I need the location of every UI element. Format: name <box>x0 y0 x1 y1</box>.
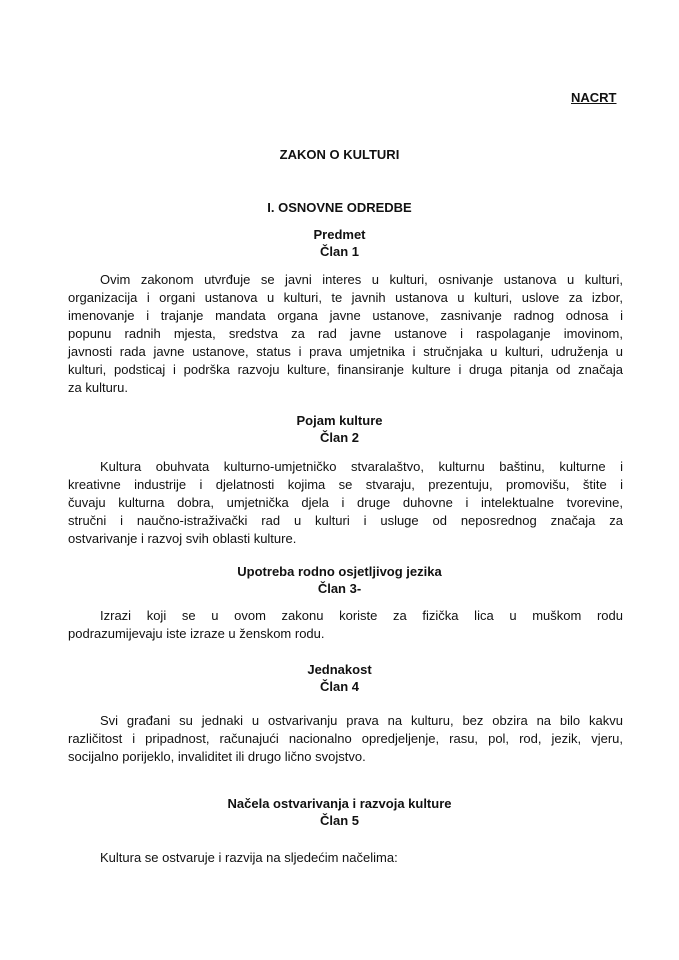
article-paragraph <box>68 849 623 867</box>
article-number: Član 2 <box>319 430 359 445</box>
article-number: Član 1 <box>319 244 359 259</box>
article-heading <box>0 226 679 260</box>
paragraph-line: Izrazi koji se u ovom zakonu koriste za fizička lica u muškom rodu <box>100 608 623 623</box>
article-heading <box>0 412 679 446</box>
draft-label: NACRT <box>571 90 617 105</box>
paragraph-line: Ovim zakonom utvrđuje se javni interes u kulturi, osnivanje ustanova u kulturi, <box>100 272 623 287</box>
paragraph-line: kreativne industrije i djelatnosti kojima se stvaraju, prezentuju, promovišu, štite i <box>68 477 623 492</box>
article-paragraph <box>68 607 623 643</box>
paragraph-line: Kultura se ostvaruje i razvija na sljedećim načelima: <box>100 850 398 865</box>
article-title: Upotreba rodno osjetljivog jezika <box>237 564 442 579</box>
article-number: Član 4 <box>319 679 359 694</box>
paragraph-line: Svi građani su jednaki u ostvarivanju prava na kulturu, bez obzira na bilo kakvu <box>100 713 623 728</box>
paragraph-line: socijalno porijeklo, invaliditet ili drugo lično svojstvo. <box>68 749 366 764</box>
paragraph-line: čuvaju kulturna dobra, umjetnička djela i druge duhovne i intelektualne tvorevine, <box>68 495 623 510</box>
article-number: Član 3- <box>317 581 362 596</box>
article-title: Jednakost <box>307 662 372 677</box>
article-heading <box>0 661 679 695</box>
paragraph-line: kulturi, podsticaj i podrška razvoju kulture, finansiranje kulture i druga pitanja od značaja <box>68 362 623 377</box>
chapter-heading: I. OSNOVNE ODREDBE <box>267 200 412 215</box>
paragraph-line: organizacija i organi ustanova u kulturi, te javnih ustanova u kulturi, uslove za izbor, <box>68 290 623 305</box>
article-heading <box>0 795 679 829</box>
paragraph-line: stručni i naučno-istraživački rad u kulturi i usluge od neposrednog značaja za <box>68 513 623 528</box>
paragraph-line: za kulturu. <box>68 380 128 395</box>
paragraph-line: različitost i pripadnost, računajući nacionalno opredjeljenje, rasu, pol, rod, jezik, vjeru, <box>68 731 623 746</box>
article-number: Član 5 <box>319 813 359 828</box>
article-paragraph <box>68 712 623 766</box>
law-title: ZAKON O KULTURI <box>279 147 400 162</box>
paragraph-line: Kultura obuhvata kulturno-umjetničko stvaralaštvo, kulturnu baštinu, kulturne i <box>100 459 623 474</box>
article-title: Pojam kulture <box>296 413 383 428</box>
paragraph-line: imenovanje i trajanje mandata organa javne ustanove, zasnivanje radnog odnosa i <box>68 308 623 323</box>
article-paragraph <box>68 458 623 548</box>
article-heading <box>0 563 679 597</box>
paragraph-line: popunu radnih mjesta, sredstva za rad javne ustanove i raspolaganje imovinom, <box>68 326 623 341</box>
article-title: Načela ostvarivanja i razvoja kulture <box>227 796 452 811</box>
article-title: Predmet <box>313 227 366 242</box>
paragraph-line: ostvarivanje i razvoj svih oblasti kulture. <box>68 531 297 546</box>
paragraph-line: javnosti rada javne ustanove, status i prava umjetnika i stručnjaka u kulturi, udruženja u <box>68 344 623 359</box>
paragraph-line: podrazumijevaju iste izraze u ženskom rodu. <box>68 626 325 641</box>
article-paragraph <box>68 271 623 397</box>
